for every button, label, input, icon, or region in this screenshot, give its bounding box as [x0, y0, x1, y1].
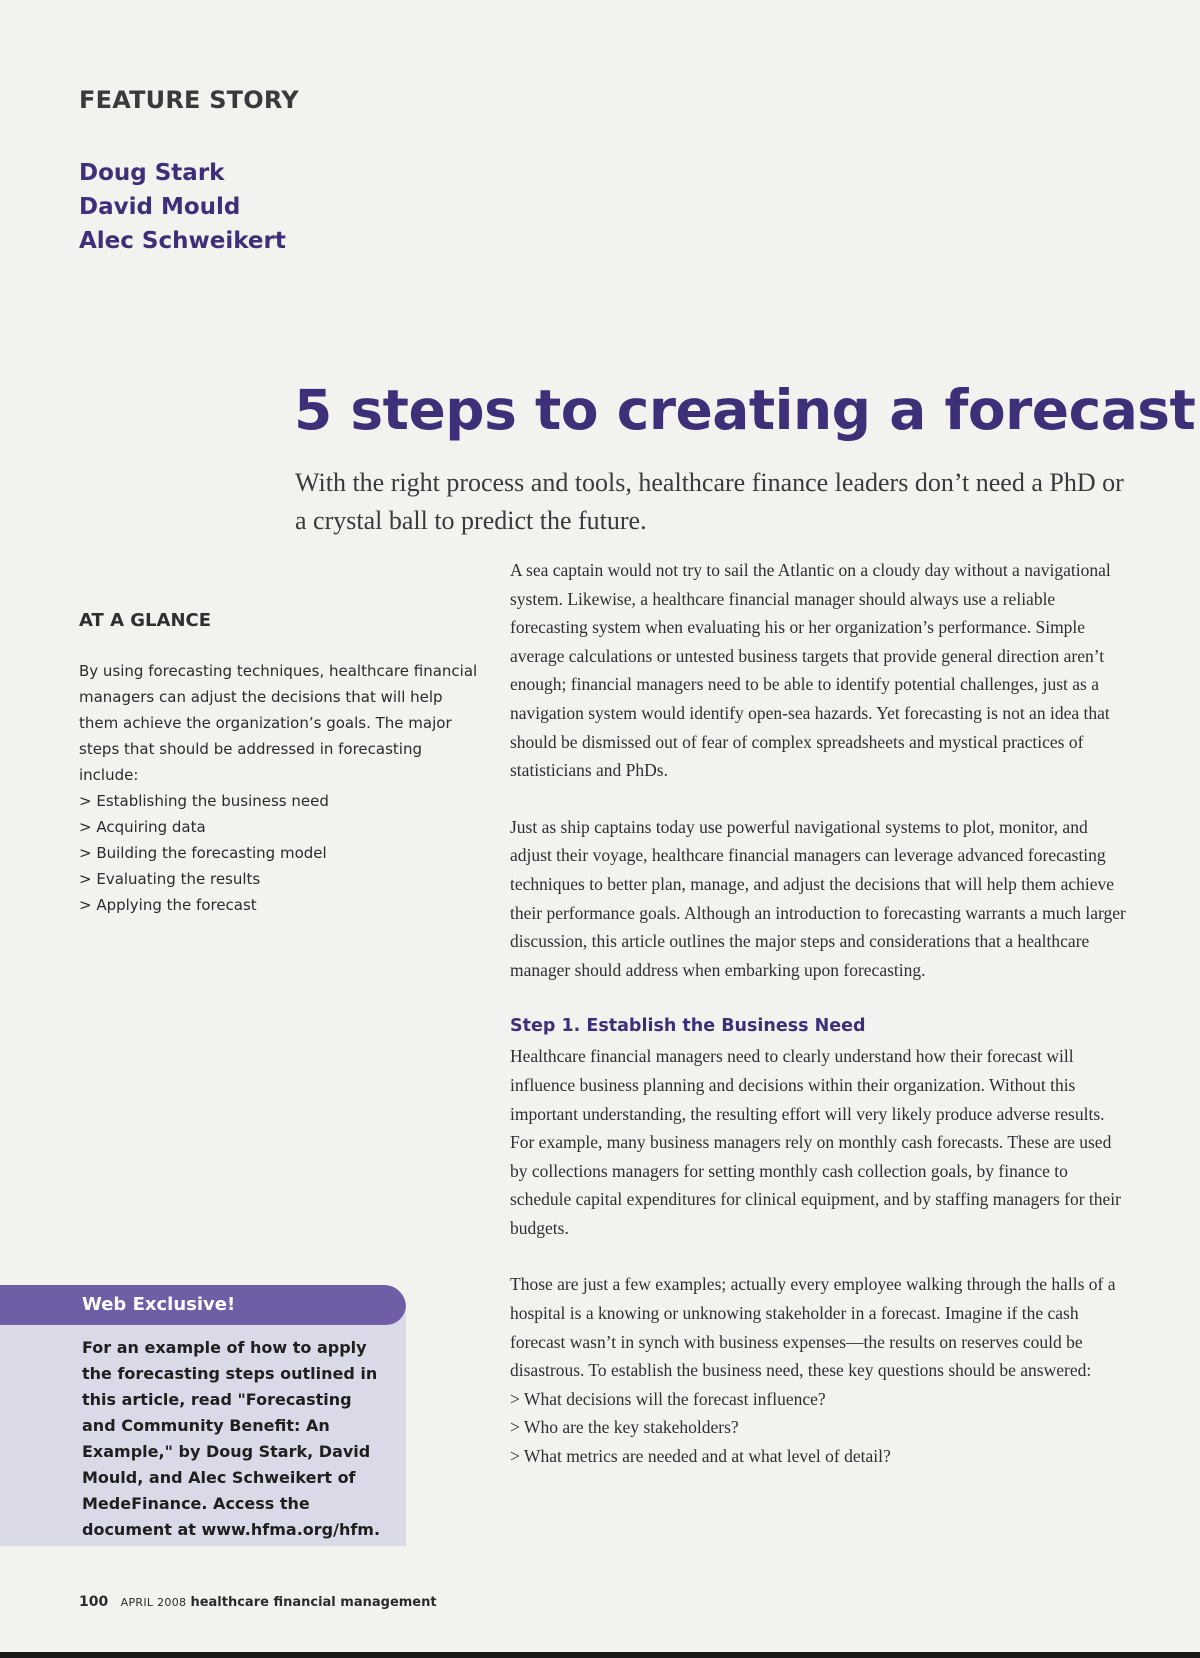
body-paragraph: A sea captain would not try to sail the Atlantic on a cloudy day without a navigational system. Likewise, a healthcare financial manager should always use a reliable forecasting system when evaluating his or her organization’s performance. Simple average calculations or untested business targets that provide general direction aren’t enough; financial managers need to be able to identify potential challenges, just as a navigation system would identify open-sea hazards. Yet forecasting is not an idea that should be dismissed out of fear of complex spreadsheets and mystical practices of statisticians and PhDs. [510, 560, 1111, 781]
article-subtitle: With the right process and tools, healthcare finance leaders don’t need a PhD or a crystal ball to predict the future. [295, 468, 1124, 535]
page-footer [79, 1594, 437, 1610]
page-number: 100 [79, 1594, 109, 1610]
web-exclusive-box [0, 1285, 406, 1546]
list-item: > Evaluating the results [79, 870, 261, 888]
at-a-glance-intro: By using forecasting techniques, healthcare financial managers can adjust the decisions that will help them achieve the organization’s goals. The major steps that should be addressed in forecasting include: [79, 662, 478, 784]
body-paragraph: Healthcare financial managers need to clearly understand how their forecast will influence business planning and decisions within their organization. Without this important understanding, the resulting effort will very likely produce adverse results. For example, many business managers rely on monthly cash forecasts. These are used by collections managers for setting monthly cash collection goals, by finance to schedule capital expenditures for clinical equipment, and by staffing managers for their budgets. [510, 1046, 1121, 1238]
list-item: > Acquiring data [79, 818, 206, 836]
author-name: Doug Stark [79, 160, 225, 186]
at-a-glance-list [79, 788, 479, 918]
list-item: > What metrics are needed and at what level of detail? [510, 1446, 891, 1467]
page-edge [0, 1652, 1200, 1658]
list-item: > Who are the key stakeholders? [510, 1417, 739, 1438]
body-paragraph: Just as ship captains today use powerful navigational systems to plot, monitor, and adjust their voyage, healthcare financial managers can leverage advanced forecasting techniques to better plan, manage, and adjust the decisions that will help them achieve their performance goals. Although an introduction to forecasting warrants a much larger discussion, this article outlines the major steps and considerations that a healthcare manager should address when embarking upon forecasting. [510, 816, 1126, 980]
author-list [79, 156, 379, 258]
article-title: 5 steps to creating a forecast [294, 378, 1196, 442]
list-item: > What decisions will the forecast influence? [510, 1388, 826, 1409]
at-a-glance-heading: AT A GLANCE [79, 610, 212, 631]
web-exclusive-text: For an example of how to apply the forecasting steps outlined in this article, read "Forecasting and Community Benefit: An Example," by Doug Stark, David Mould, and Alec Schweikert of MedeFinance. Access the document at www.hfma.org/hfm. [82, 1338, 381, 1539]
step-heading: Step 1. Establish the Business Need [510, 1016, 866, 1037]
article-body [510, 556, 1130, 1471]
key-questions-list [510, 1385, 1130, 1471]
web-exclusive-heading: Web Exclusive! [0, 1285, 406, 1325]
list-item: > Building the forecasting model [79, 844, 327, 862]
body-paragraph: Those are just a few examples; actually every employee walking through the halls of a hospital is a knowing or unknowing stakeholder in a forecast. Imagine if the cash forecast wasn’t in synch with business expenses—the results on reserves could be disastrous. To establish the business need, these key questions should be answered: [510, 1274, 1116, 1381]
list-item: > Applying the forecast [79, 896, 257, 914]
author-name: Alec Schweikert [79, 228, 286, 254]
author-name: David Mould [79, 194, 241, 220]
issue-date: APRIL 2008 [120, 1596, 187, 1609]
list-item: > Establishing the business need [79, 792, 329, 810]
section-kicker: FEATURE STORY [79, 86, 299, 114]
magazine-name: healthcare financial management [190, 1595, 437, 1610]
at-a-glance-box [79, 658, 479, 918]
